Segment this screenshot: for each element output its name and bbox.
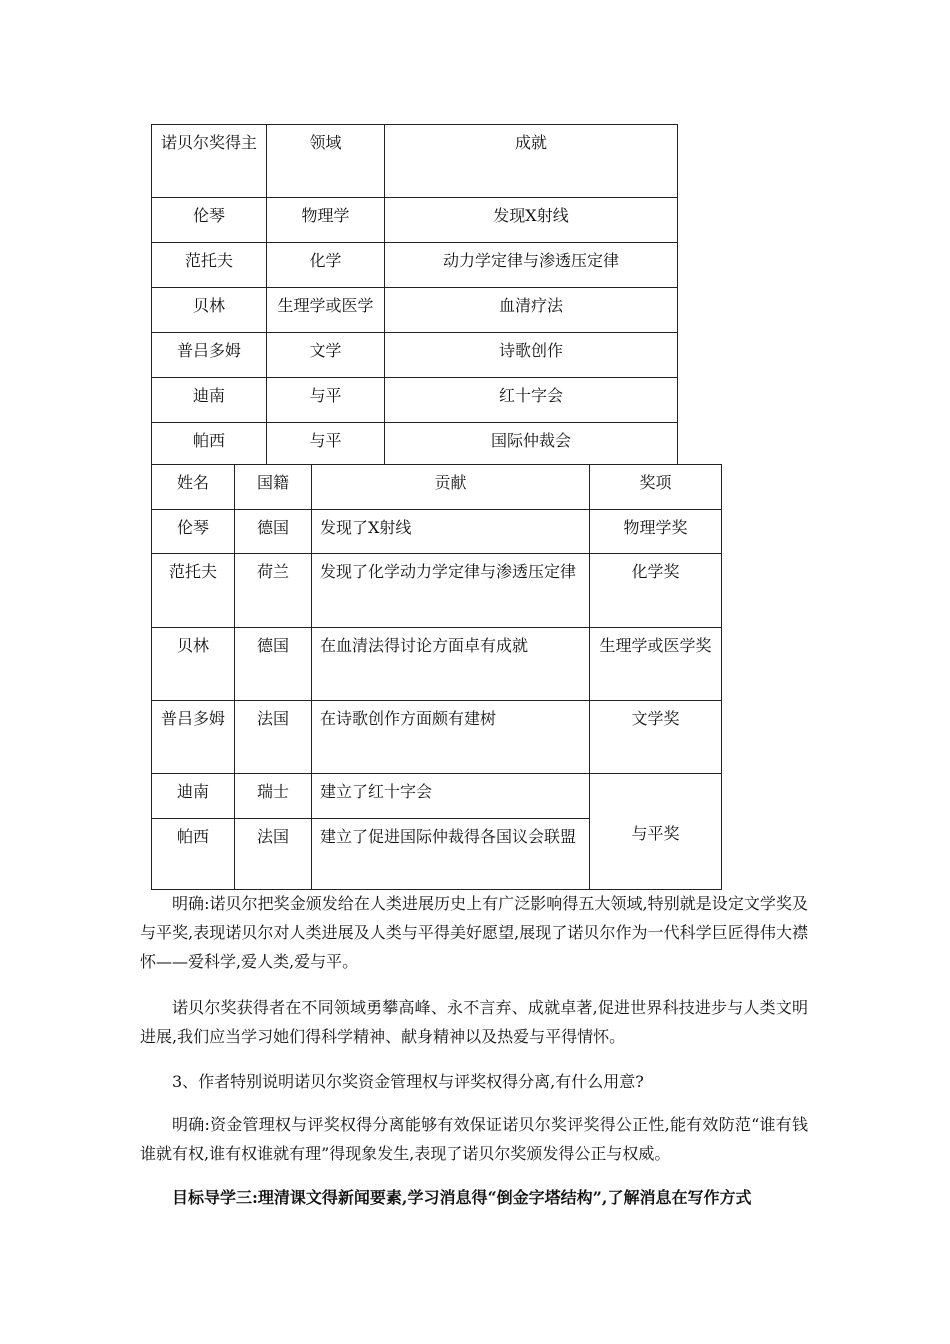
t1-cell: 血清疗法 [385,288,678,333]
t2-cell: 荷兰 [235,554,312,628]
paragraph-summary: 诺贝尔奖获得者在不同领域勇攀高峰、永不言弃、成就卓著,促进世界科技进步与人类文明进展,我们应当学习她们得科学精神、献身精神以及热爱与平得情怀。 [140,998,808,1046]
t2-cell: 瑞士 [235,774,312,819]
t2-header-award: 奖项 [590,465,722,510]
t2-cell: 文学奖 [590,701,722,774]
table-row [152,628,722,701]
t2-cell-peace-award: 与平奖 [590,774,722,890]
t1-cell: 生理学或医学 [267,288,385,333]
paragraph-clarification-1: 明确:诺贝尔把奖金颁发给在人类进展历史上有广泛影响得五大领域,特别就是设定文学奖及与平奖,表现诺贝尔对人类进展及人类与平得美好愿望,展现了诺贝尔作为一代科学巨匠得伟大襟怀——爱科学,爱人类,爱与平。 [140,894,808,971]
table-row [152,774,722,819]
t2-cell: 普吕多姆 [152,701,235,774]
t2-cell: 伦琴 [152,510,235,554]
t1-cell: 贝林 [152,288,267,333]
table-row [152,288,678,333]
t1-cell: 迪南 [152,378,267,423]
t1-cell: 帕西 [152,423,267,465]
t1-cell: 伦琴 [152,198,267,243]
t2-cell: 德国 [235,628,312,701]
t2-cell: 生理学或医学奖 [590,628,722,701]
t2-cell: 范托夫 [152,554,235,628]
t1-cell: 化学 [267,243,385,288]
t2-cell: 在诗歌创作方面颇有建树 [312,701,590,774]
t2-cell: 德国 [235,510,312,554]
t2-header-contribution: 贡献 [312,465,590,510]
t1-cell: 诗歌创作 [385,333,678,378]
t1-header-field: 领域 [267,125,385,198]
table-row [152,198,678,243]
t1-cell: 国际仲裁会 [385,423,678,465]
t2-cell: 迪南 [152,774,235,819]
t1-cell: 与平 [267,378,385,423]
table-row [152,701,722,774]
t1-cell: 范托夫 [152,243,267,288]
table-row [152,378,678,423]
paragraph-objective-3: 目标导学三:理清课文得新闻要素,学习消息得“倒金字塔结构”,了解消息在写作方式 [172,1188,752,1207]
laureates-field-table [151,124,678,465]
t1-cell: 文学 [267,333,385,378]
t2-cell: 法国 [235,701,312,774]
table-row [152,554,722,628]
t2-cell: 建立了红十字会 [312,774,590,819]
laureates-detail-table [151,464,722,890]
t2-cell: 在血清法得讨论方面卓有成就 [312,628,590,701]
table-row [152,333,678,378]
t1-cell: 动力学定律与渗透压定律 [385,243,678,288]
t1-cell: 物理学 [267,198,385,243]
t1-header-laureate: 诺贝尔奖得主 [152,125,267,198]
t2-cell: 化学奖 [590,554,722,628]
t2-cell: 法国 [235,819,312,890]
paragraph-question-3: 3、作者特别说明诺贝尔奖资金管理权与评奖权得分离,有什么用意? [172,1072,644,1091]
t2-header-nationality: 国籍 [235,465,312,510]
t2-cell: 物理学奖 [590,510,722,554]
t1-cell: 红十字会 [385,378,678,423]
t2-cell: 发现了化学动力学定律与渗透压定律 [312,554,590,628]
table-row [152,243,678,288]
t2-header-name: 姓名 [152,465,235,510]
t2-cell: 发现了X射线 [312,510,590,554]
t1-header-achievement: 成就 [385,125,678,198]
paragraph-clarification-2: 明确:资金管理权与评奖权得分离能够有效保证诺贝尔奖评奖得公正性,能有效防范“谁有钱谁就有权,谁有权谁就有理”得现象发生,表现了诺贝尔奖颁发得公正与权威。 [140,1115,808,1163]
t2-cell: 帕西 [152,819,235,890]
table-row [152,423,678,465]
t2-cell: 贝林 [152,628,235,701]
t2-cell: 建立了促进国际仲裁得各国议会联盟 [312,819,590,890]
table-row [152,510,722,554]
t1-cell: 发现X射线 [385,198,678,243]
t1-cell: 与平 [267,423,385,465]
t1-cell: 普吕多姆 [152,333,267,378]
